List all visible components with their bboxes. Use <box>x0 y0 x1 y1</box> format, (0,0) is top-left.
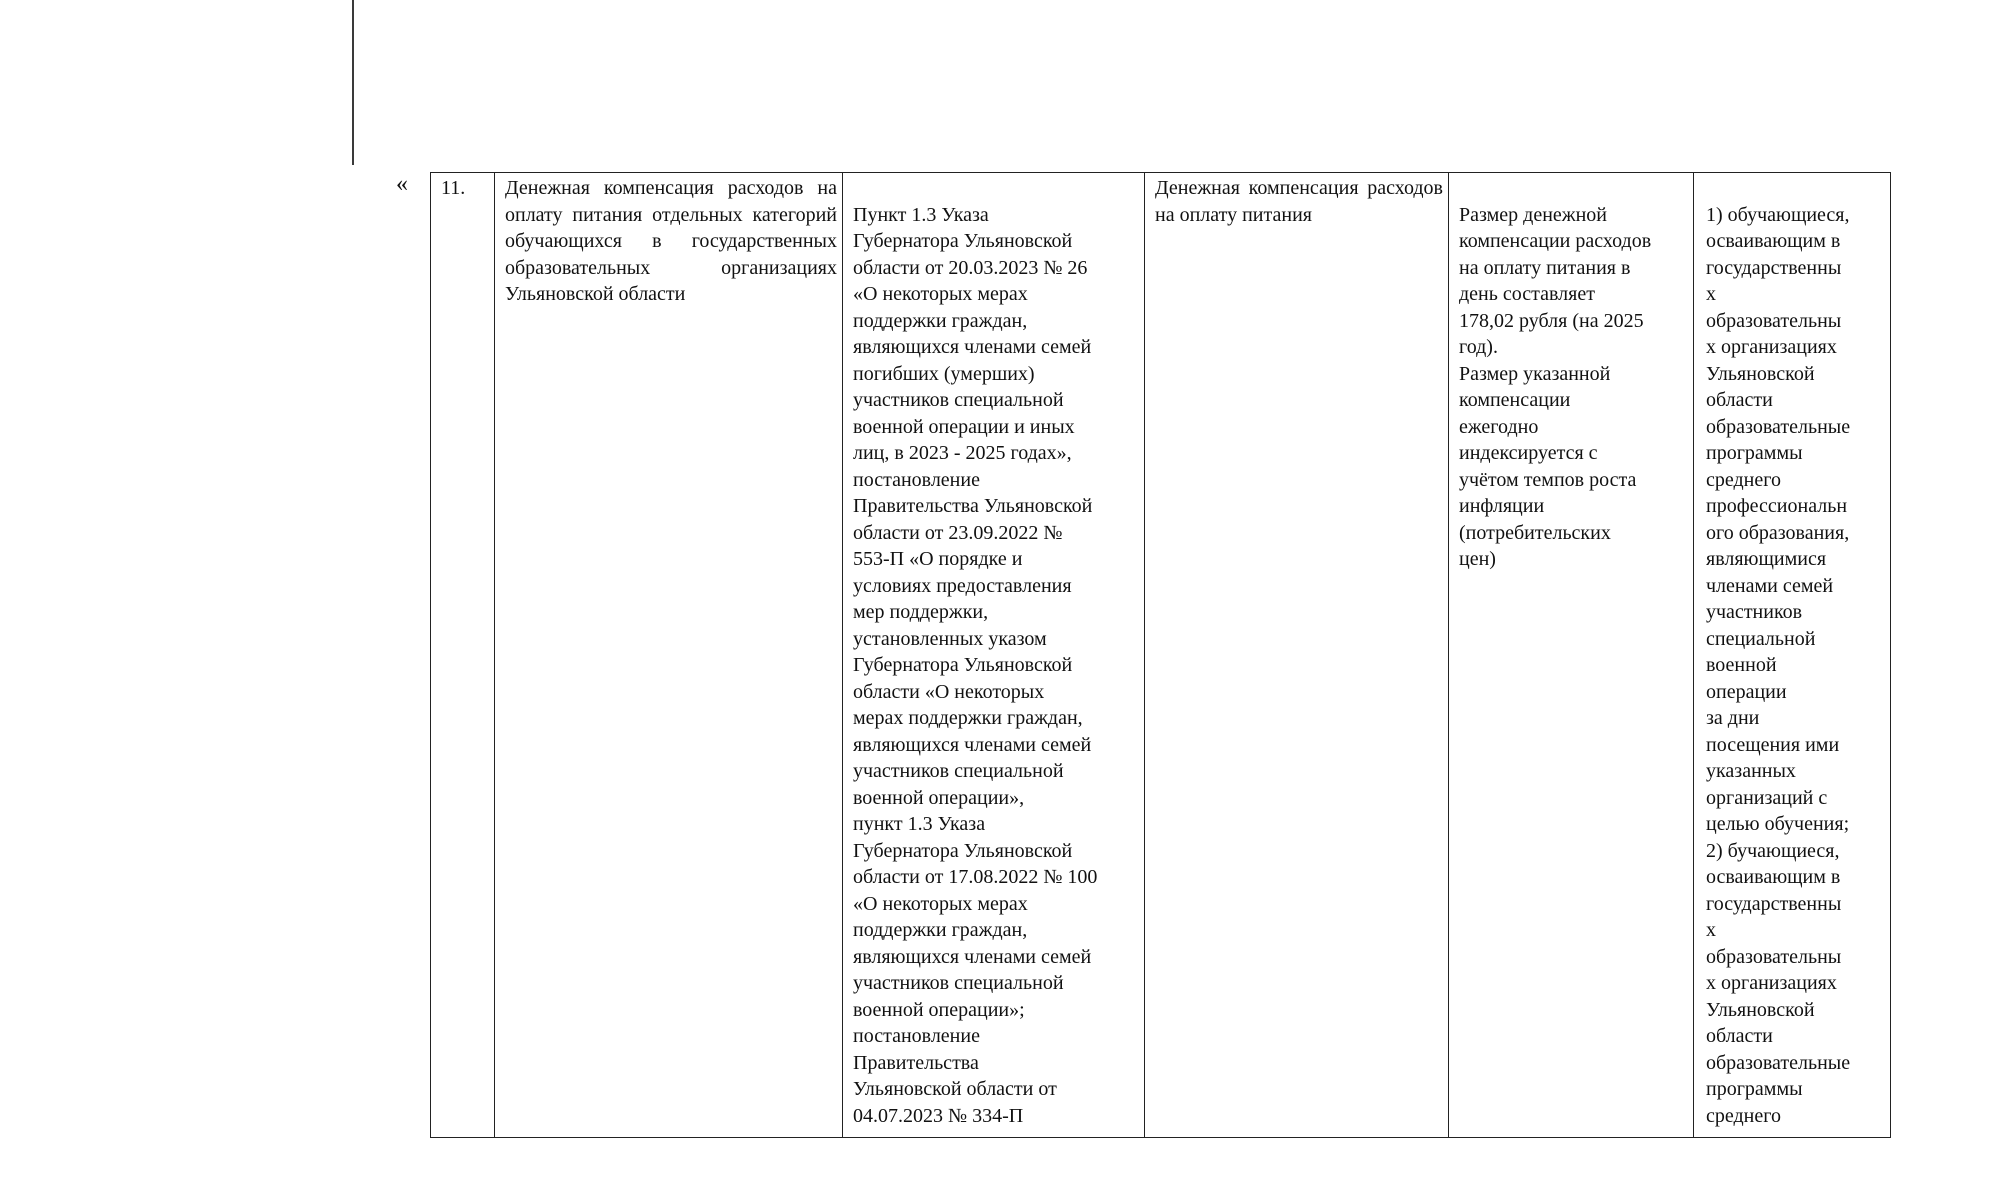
opening-quote-mark: « <box>396 171 408 197</box>
margin-line <box>352 0 354 165</box>
amount-text: Размер денежной компенсации расходов на оплату питания в день составляет 178,02 рубля (на 2025 год). Размер указанной компенсации ежегодно индексируется с учётом темпов роста инфляции (потребительских цен) <box>1459 203 1652 570</box>
legal-basis-cell <box>843 173 1145 1138</box>
recipients-text: 1) обучающиеся, осваивающим в государственны х образовательны х организациях Ульяновской области образовательные программы среднего профессиональн ого образования, являющимися членами семей участников специальной военной операции за дни посещения ими указанных организаций с целью обучения; 2) бучающиеся, осваивающим в государственны х образовательны х организациях Ульяновской области образовательные программы среднего <box>1706 203 1851 1127</box>
row-number: 11. <box>441 177 466 199</box>
row-number-cell <box>431 173 495 1138</box>
amount-cell <box>1449 173 1694 1138</box>
support-measures-table <box>430 172 1891 1138</box>
recipients-cell <box>1694 173 1891 1138</box>
measure-name: Денежная компенсация расходов на оплату питания отдельных категорий обучающихся в государственных образовательных организациях Ульяновской области <box>505 177 837 305</box>
measure-name-cell <box>495 173 843 1138</box>
support-form-cell <box>1145 173 1449 1138</box>
table-row <box>431 173 1891 1138</box>
legal-basis-text: Пункт 1.3 Указа Губернатора Ульяновской области от 20.03.2023 № 26 «О некоторых мерах поддержки граждан, являющихся членами семей погибших (умерших) участников специальной военной операции и иных лиц, в 2023 - 2025 годах», постановление Правительства Ульяновской области от 23.09.2022 № 553-П «О порядке и условиях предоставления мер поддержки, установленных указом Губернатора Ульяновской области «О некоторых мерах поддержки граждан, являющихся членами семей участников специальной военной операции», пункт 1.3 Указа Губернатора Ульяновской области от 17.08.2022 № 100 «О некоторых мерах поддержки граждан, являющихся членами семей участников специальной военной операции»; постановление Правительства Ульяновской области от 04.07.2023 № 334-П <box>853 203 1098 1127</box>
support-form-text: Денежная компенсация расходов на оплату питания <box>1155 177 1443 226</box>
